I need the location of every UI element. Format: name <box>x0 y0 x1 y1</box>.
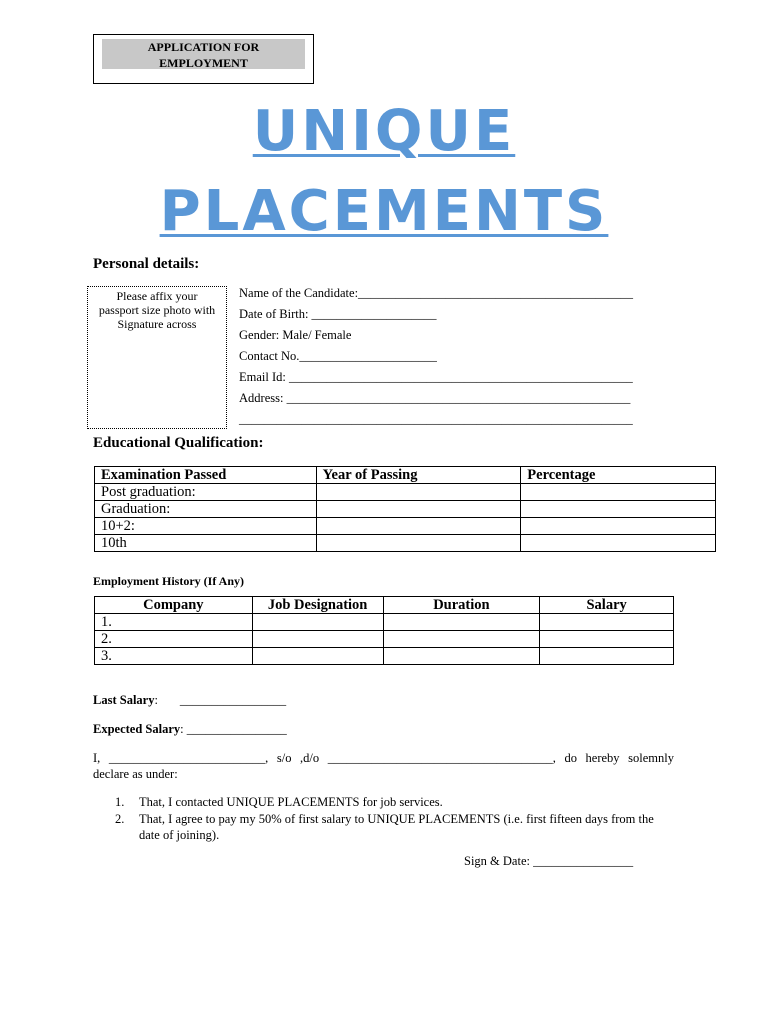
last-salary-field[interactable] <box>93 693 286 708</box>
education-col-year: Year of Passing <box>316 467 521 484</box>
table-row <box>95 518 716 535</box>
employment-salary-cell[interactable] <box>540 631 674 648</box>
education-exam-cell: 10th <box>95 535 317 552</box>
education-col-exam: Examination Passed <box>95 467 317 484</box>
application-header-line2: EMPLOYMENT <box>159 56 248 70</box>
address-continuation-field[interactable]: _______________________________________________________________ <box>239 412 633 426</box>
sign-date-field[interactable]: Sign & Date: ________________ <box>464 854 634 868</box>
application-header-line1: APPLICATION FOR <box>147 40 260 54</box>
employment-company-cell[interactable]: 3. <box>95 648 253 665</box>
education-year-cell[interactable] <box>316 518 521 535</box>
photo-instruction-line2: passport size photo with <box>98 303 216 317</box>
expected-salary-field[interactable] <box>93 722 287 737</box>
list-item-number: 2. <box>115 812 125 826</box>
education-exam-cell: 10+2: <box>95 518 317 535</box>
list-item-number: 1. <box>115 795 125 809</box>
candidate-name-field[interactable]: Name of the Candidate:____________________________________________ <box>239 286 634 300</box>
employment-header-row <box>95 597 674 614</box>
employment-duration-cell[interactable] <box>383 648 540 665</box>
last-salary-blank: : _________________ <box>154 693 287 707</box>
table-row <box>95 614 674 631</box>
company-title-line1: UNIQUE <box>252 99 516 164</box>
employment-designation-cell[interactable] <box>252 614 383 631</box>
table-row <box>95 631 674 648</box>
education-percentage-cell[interactable] <box>521 484 716 501</box>
company-title-line2: PLACEMENTS <box>159 179 609 244</box>
education-year-cell[interactable] <box>316 535 521 552</box>
application-header-label <box>102 39 305 69</box>
expected-salary-blank: : ________________ <box>180 722 287 736</box>
education-exam-cell: Graduation: <box>95 501 317 518</box>
declaration-text: I, _________________________, s/o ,d/o ____________________________________, do hereby solemnly declare as under: <box>93 751 674 781</box>
list-item <box>93 794 674 810</box>
email-field[interactable]: Email Id: _______________________________________________________ <box>239 370 633 384</box>
photo-instruction-line3: Signature across <box>117 317 197 331</box>
employment-designation-cell[interactable] <box>252 631 383 648</box>
table-row <box>95 501 716 518</box>
table-row <box>95 535 716 552</box>
declaration-list <box>93 794 674 844</box>
employment-col-company: Company <box>95 597 253 614</box>
address-field[interactable]: Address: _______________________________________________________ <box>239 391 631 405</box>
date-of-birth-field[interactable]: Date of Birth: ____________________ <box>239 307 437 321</box>
expected-salary-label: Expected Salary <box>93 722 181 736</box>
contact-number-field[interactable]: Contact No.______________________ <box>239 349 437 363</box>
employment-col-designation: Job Designation <box>252 597 383 614</box>
education-col-percentage: Percentage <box>521 467 716 484</box>
application-header-box <box>93 34 314 84</box>
last-salary-label: Last Salary <box>93 693 155 707</box>
employment-duration-cell[interactable] <box>383 631 540 648</box>
list-item-text: That, I contacted UNIQUE PLACEMENTS for job services. <box>139 795 443 809</box>
employment-col-salary: Salary <box>540 597 674 614</box>
photo-placeholder <box>87 286 227 429</box>
employment-col-duration: Duration <box>383 597 540 614</box>
gender-field[interactable]: Gender: Male/ Female <box>239 328 352 342</box>
list-item-text: That, I agree to pay my 50% of first salary to UNIQUE PLACEMENTS (i.e. first fifteen days from the date of joining). <box>139 812 654 842</box>
education-heading: Educational Qualification: <box>93 435 264 451</box>
employment-company-cell[interactable]: 1. <box>95 614 253 631</box>
education-year-cell[interactable] <box>316 501 521 518</box>
education-header-row <box>95 467 716 484</box>
personal-details-heading: Personal details: <box>93 256 200 272</box>
employment-salary-cell[interactable] <box>540 648 674 665</box>
list-item <box>93 811 674 843</box>
employment-history-heading: Employment History (If Any) <box>93 574 244 588</box>
education-percentage-cell[interactable] <box>521 535 716 552</box>
employment-table <box>94 596 674 665</box>
employment-designation-cell[interactable] <box>252 648 383 665</box>
education-exam-cell: Post graduation: <box>95 484 317 501</box>
employment-duration-cell[interactable] <box>383 614 540 631</box>
employment-company-cell[interactable]: 2. <box>95 631 253 648</box>
education-percentage-cell[interactable] <box>521 518 716 535</box>
employment-salary-cell[interactable] <box>540 614 674 631</box>
table-row <box>95 648 674 665</box>
education-table <box>94 466 716 552</box>
education-percentage-cell[interactable] <box>521 501 716 518</box>
table-row <box>95 484 716 501</box>
photo-instruction-line1: Please affix your <box>116 289 198 303</box>
education-year-cell[interactable] <box>316 484 521 501</box>
